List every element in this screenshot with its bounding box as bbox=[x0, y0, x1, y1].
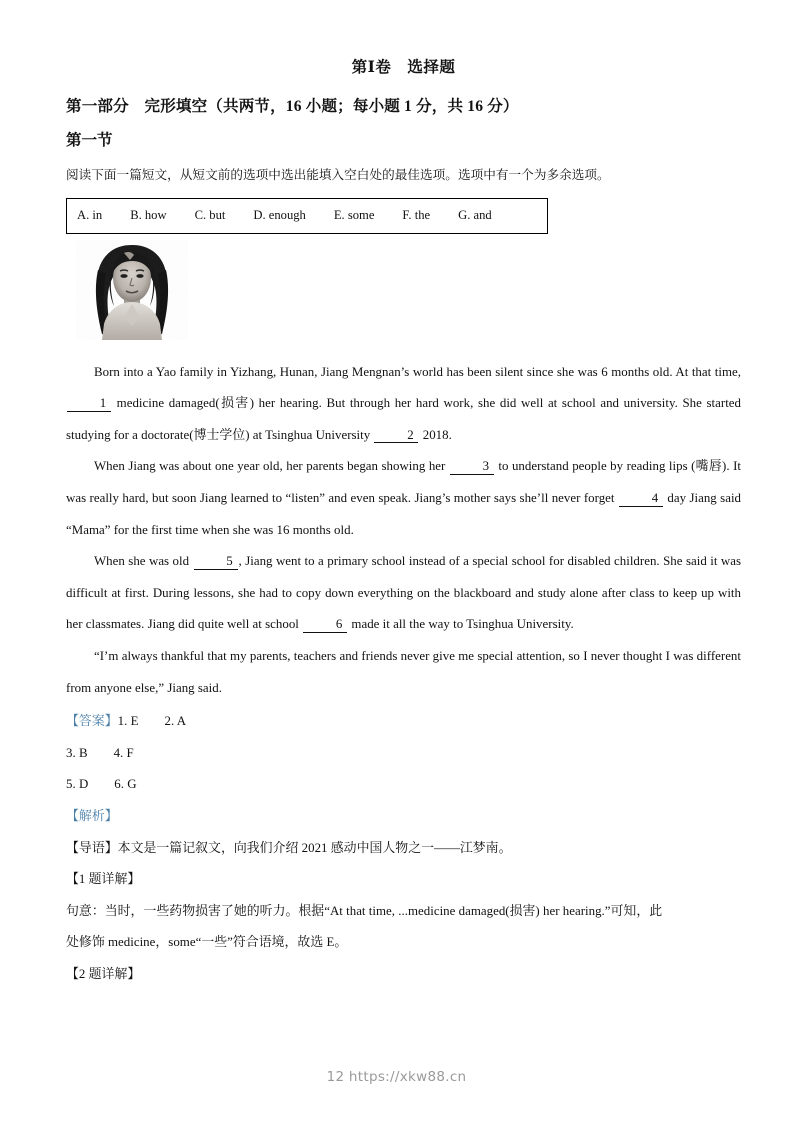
blank-5[interactable]: 5 bbox=[194, 555, 238, 570]
answer-1: 1. E bbox=[117, 714, 139, 729]
p2-text-a: When Jiang was about one year old, her parents began showing her bbox=[94, 459, 446, 474]
p3-text-c: made it all the way to Tsinghua University. bbox=[351, 617, 574, 632]
option-a[interactable]: A. in bbox=[77, 208, 103, 223]
blank-2[interactable]: 2 bbox=[374, 429, 418, 444]
portrait-svg bbox=[76, 240, 188, 340]
blank-4[interactable]: 4 bbox=[619, 492, 663, 507]
p3-text-b: , Jiang went to a primary school instead of a special school for disabled children. She said it was difficult at first. During lessons, she had to copy down everything on the blackboard and study alone after class to keep up with her classmates. Jiang did quite well at school bbox=[66, 554, 741, 632]
option-g[interactable]: G. and bbox=[458, 208, 492, 223]
answer-5: 5. D bbox=[66, 777, 89, 792]
analysis-label-text: 【解析】 bbox=[66, 808, 118, 823]
analysis-q1-label: 【1 题详解】 bbox=[66, 872, 141, 887]
analysis-label bbox=[66, 801, 741, 833]
answer-6: 6. G bbox=[114, 777, 137, 792]
answer-4: 4. F bbox=[113, 745, 134, 760]
page-footer: 12 https://xkw88.cn bbox=[326, 1069, 467, 1085]
p2-text-b: to understand people by reading lips (嘴唇). It was really hard, but soon Jiang learned to “listen” and even speak. Jiang’s mother says she’ll never forget bbox=[66, 459, 741, 506]
portrait-image bbox=[76, 240, 188, 340]
p2-text-c: day Jiang said “Mama” for the first time when she was 16 months old. bbox=[66, 491, 742, 537]
p1-text-a: Born into a Yao family in Yizhang, Hunan, Jiang Mengnan’s world has been silent since she was 6 months old. At that time, bbox=[94, 364, 741, 379]
answer-line-2 bbox=[66, 738, 741, 770]
option-f[interactable]: F. the bbox=[402, 208, 431, 223]
p1-text-c: 2018. bbox=[422, 427, 452, 442]
answer-label: 【答案】 bbox=[66, 714, 118, 729]
answer-line-1 bbox=[66, 706, 741, 738]
blank-6[interactable]: 6 bbox=[303, 618, 347, 633]
guide-text: 本文是一篇记叙文，向我们介绍 2021 感动中国人物之一——江梦南。 bbox=[117, 840, 512, 855]
answer-3: 3. B bbox=[66, 745, 88, 760]
passage-paragraph-4: “I’m always thankful that my parents, teachers and friends never give me special attention, so I never thought I was different from anyone else,” Jiang said. bbox=[66, 648, 741, 695]
option-e[interactable]: E. some bbox=[333, 208, 375, 223]
instruction-text: 阅读下面一篇短文，从短文前的选项中选出能填入空白处的最佳选项。选项中有一个为多余选项。 bbox=[66, 167, 610, 182]
passage-paragraph-2 bbox=[66, 451, 741, 546]
analysis-guide bbox=[66, 833, 741, 865]
guide-label: 【导语】 bbox=[66, 840, 118, 855]
p3-text-a: When she was old bbox=[94, 554, 190, 569]
answer-line-3 bbox=[66, 769, 741, 801]
analysis-q1-line1: 句意：当时，一些药物损害了她的听力。根据“At that time, ...medicine damaged(损害) her hearing.”可知，此 bbox=[66, 903, 663, 918]
part-heading: 第一部分 完形填空（共两节，16 小题；每小题 1 分，共 16 分） bbox=[66, 98, 519, 116]
options-box bbox=[66, 198, 548, 234]
page-title: 第Ⅰ卷 选择题 bbox=[351, 59, 456, 76]
blank-1[interactable]: 1 bbox=[67, 397, 111, 412]
passage-paragraph-1 bbox=[66, 357, 741, 452]
analysis-q2-label: 【2 题详解】 bbox=[66, 966, 141, 981]
answer-2: 2. A bbox=[164, 714, 187, 729]
option-b[interactable]: B. how bbox=[130, 208, 167, 223]
passage-paragraph-3 bbox=[66, 546, 741, 641]
portrait-photo bbox=[76, 240, 188, 340]
option-d[interactable]: D. enough bbox=[253, 208, 306, 223]
p1-text-b: medicine damaged(损害) her hearing. But through her hard work, she did well at school and university. She started studying for a doctorate(博士学位) at Tsinghua University bbox=[66, 396, 742, 442]
sub-heading: 第一节 bbox=[66, 131, 113, 149]
analysis-q1-line2: 处修饰 medicine，some“一些”符合语境，故选 E。 bbox=[66, 935, 348, 950]
option-c[interactable]: C. but bbox=[194, 208, 226, 223]
blank-3[interactable]: 3 bbox=[450, 460, 494, 475]
